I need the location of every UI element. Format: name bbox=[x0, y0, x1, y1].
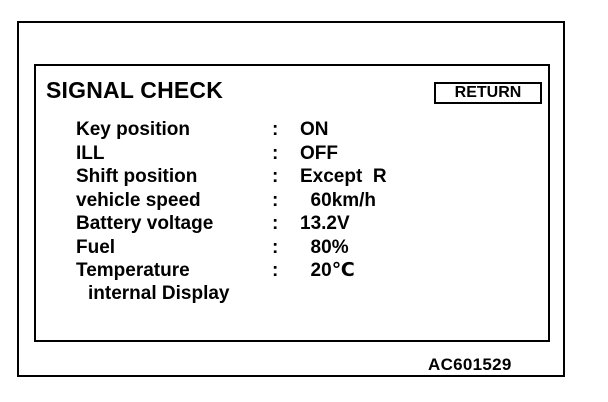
signal-label: Fuel bbox=[76, 236, 116, 258]
signal-row-key-position bbox=[76, 118, 496, 142]
signal-value: 60km/h bbox=[300, 189, 377, 211]
signal-value: 20℃ bbox=[300, 260, 355, 281]
signal-value: OFF bbox=[300, 142, 338, 164]
signal-check-screen bbox=[34, 64, 550, 342]
signal-row-shift-position bbox=[76, 165, 496, 189]
signal-value: 80% bbox=[300, 236, 349, 258]
signal-row-ill bbox=[76, 142, 496, 166]
signal-separator: : bbox=[272, 166, 279, 187]
signal-separator: : bbox=[272, 142, 279, 164]
signal-value: 13.2V bbox=[300, 213, 350, 234]
signal-label: Key position bbox=[76, 119, 191, 140]
signal-separator: : bbox=[272, 236, 279, 258]
signal-value: Except R bbox=[300, 166, 387, 187]
signal-separator: : bbox=[272, 213, 279, 234]
signal-list bbox=[76, 118, 496, 283]
figure-code: AC601529 bbox=[428, 355, 512, 374]
signal-label: Battery voltage bbox=[76, 213, 214, 234]
signal-label: vehicle speed bbox=[76, 189, 201, 211]
signal-label: Shift position bbox=[76, 166, 198, 187]
signal-separator: : bbox=[272, 260, 279, 281]
signal-label: Temperature bbox=[76, 260, 190, 281]
signal-value: ON bbox=[300, 119, 329, 140]
signal-row-temperature bbox=[76, 259, 496, 283]
signal-label: ILL bbox=[76, 142, 105, 164]
signal-row-vehicle-speed bbox=[76, 189, 496, 213]
signal-separator: : bbox=[272, 119, 279, 140]
return-button[interactable]: RETURN bbox=[434, 82, 542, 104]
screen-title: SIGNAL CHECK bbox=[46, 77, 224, 103]
signal-separator: : bbox=[272, 189, 279, 211]
temperature-sublabel: internal Display bbox=[88, 283, 230, 304]
signal-row-fuel bbox=[76, 236, 496, 260]
signal-row-battery-voltage bbox=[76, 212, 496, 236]
